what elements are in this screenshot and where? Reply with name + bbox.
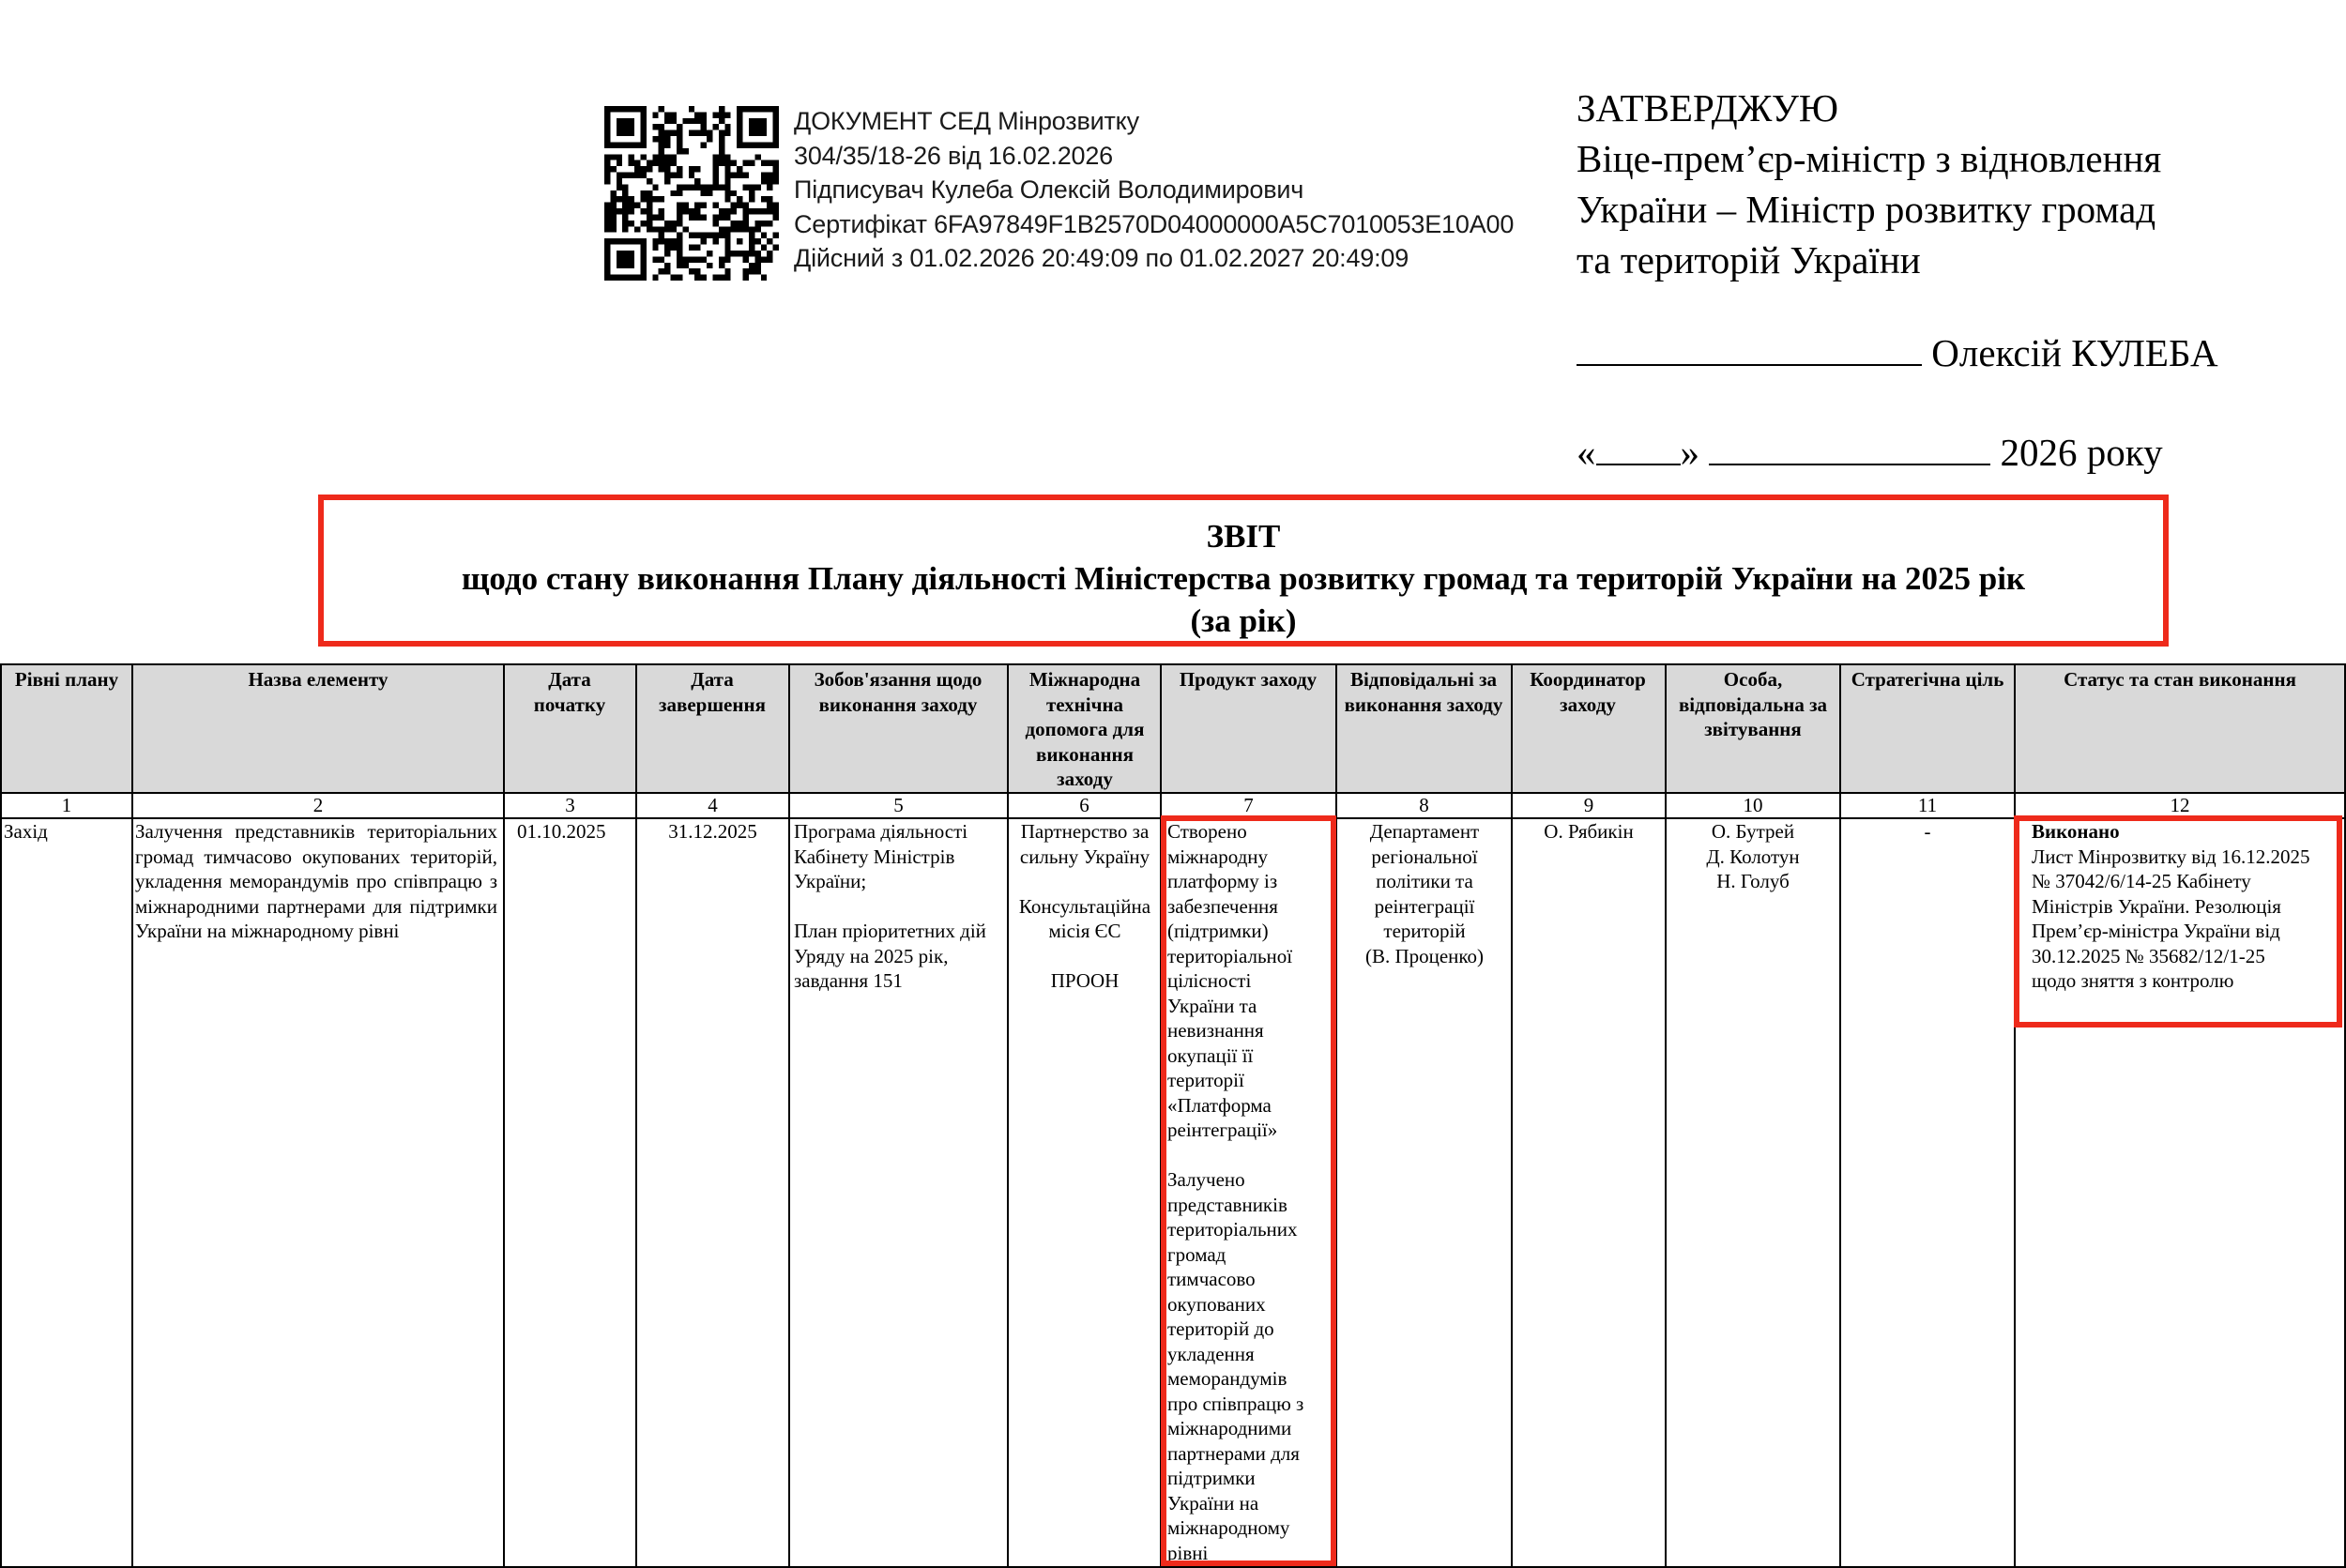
header-reporter: Особа, відповідальна за звітування xyxy=(1678,668,1828,740)
cell-obligation xyxy=(794,819,1004,994)
responsible-person: (В. Проценко) xyxy=(1364,944,1485,967)
stamp-line: Сертифікат 6FA97849F1B2570D04000000A5C7010053E10A00 xyxy=(794,209,1515,238)
date-quote-close: » xyxy=(1680,431,1699,474)
digital-signature-stamp xyxy=(794,104,1514,276)
status-done: Виконано xyxy=(2032,820,2120,843)
column-number: 4 xyxy=(708,794,718,816)
header-technical-aid: Міжнародна технічна допомога для виконання заходу xyxy=(1025,668,1145,790)
day-blank xyxy=(1596,463,1681,465)
column-number: 6 xyxy=(1079,794,1089,816)
signature-blank xyxy=(1577,363,1922,366)
header-product: Продукт заходу xyxy=(1179,668,1318,691)
aid-partnership: Партнерство за сильну Україну xyxy=(1019,820,1150,868)
approval-position: України – Міністр розвитку громад xyxy=(1577,188,2156,231)
header-element-name: Назва елементу xyxy=(248,668,388,691)
qr-code xyxy=(602,106,781,281)
approval-heading: ЗАТВЕРДЖУЮ xyxy=(1577,86,1838,129)
stamp-line: Дійсний з 01.02.2026 20:49:09 по 01.02.2027 20:49:09 xyxy=(794,244,1409,272)
header-status: Статус та стан виконання xyxy=(2064,668,2296,691)
title-line-2: щодо стану виконання Плану діяльності Міністерства розвитку громад та територій України на 2025 рік xyxy=(461,560,2026,597)
table-border xyxy=(0,663,2346,665)
column-number: 5 xyxy=(893,794,904,816)
report-title xyxy=(318,495,2169,647)
reporter-name: О. Бутрей xyxy=(1711,820,1795,843)
column-number: 1 xyxy=(61,794,72,816)
approval-position: та територій України xyxy=(1577,238,1921,282)
column-number: 2 xyxy=(312,794,324,816)
date-quote-open: « xyxy=(1577,431,1596,474)
stamp-line: 304/35/18-26 від 16.02.2026 xyxy=(794,141,1113,170)
cell-reporters xyxy=(1668,819,1837,894)
signatory-name: Олексій КУЛЕБА xyxy=(1931,331,2218,374)
approval-block xyxy=(1577,83,2161,285)
header-start-date: Дата початку xyxy=(533,668,606,716)
cell-technical-aid xyxy=(1013,819,1157,994)
stamp-line: Підписувач Кулеба Олексій Володимирович xyxy=(794,175,1304,204)
column-number: 9 xyxy=(1583,794,1594,816)
header-plan-level: Рівні плану xyxy=(14,668,119,691)
header-responsible: Відповідальні за виконання заходу xyxy=(1344,668,1503,716)
cell-coordinator: О. Рябикін xyxy=(1544,820,1634,843)
approval-date xyxy=(1577,430,2163,475)
column-number: 8 xyxy=(1419,794,1429,816)
header-strategic-goal: Стратегічна ціль xyxy=(1851,668,2004,691)
status-highlight-box xyxy=(2014,815,2342,1028)
column-number: 7 xyxy=(1243,794,1254,816)
responsible-department: Департамент регіональної політики та реінтеграції територій xyxy=(1369,820,1480,942)
cell-start-date: 01.10.2025 xyxy=(517,820,606,843)
title-line-1: ЗВІТ xyxy=(1206,518,1281,555)
cell-plan-level: Захід xyxy=(4,820,48,843)
obligation-priority-plan: План пріоритетних дій Уряду на 2025 рік, завдання 151 xyxy=(794,920,986,992)
approval-year: 2026 року xyxy=(2000,431,2163,474)
product-memoranda: Залучено представників територіальних громад тимчасово окупованих територій до укладення меморандумів про співпрацю з міжнародними партнерами для підтримки України на міжнародному рівні xyxy=(1167,1168,1304,1564)
reporter-name: Д. Колотун xyxy=(1706,845,1800,868)
aid-eu-mission: Консультаційна місія ЄС xyxy=(1018,894,1151,942)
month-blank xyxy=(1709,463,1990,465)
obligation-program: Програма діяльності Кабінету Міністрів України; xyxy=(794,820,968,892)
signature-line xyxy=(1577,330,2218,375)
cell-responsible xyxy=(1340,819,1509,968)
reporter-name: Н. Голуб xyxy=(1716,870,1790,892)
report-table xyxy=(0,663,2346,1568)
column-number: 10 xyxy=(1743,794,1763,816)
header-obligation: Зобов'язання щодо виконання заходу xyxy=(814,668,983,716)
cell-element-name: Залучення представників територіальних громад тимчасово окупованих територій, укладення меморандумів про співпрацю з міжнародними партнерами для підтримки України на міжнародному рівні xyxy=(135,820,497,942)
approval-position: Віце-прем’єр-міністр з відновлення xyxy=(1577,137,2162,180)
cell-end-date: 31.12.2025 xyxy=(668,820,757,843)
header-end-date: Дата завершення xyxy=(659,668,766,716)
status-details: Лист Мінрозвитку від 16.12.2025 № 37042/6/14-25 Кабінету Міністрів України. Резолюція Прем’єр-міністра України від 30.12.2025 № 35682/12/1-25 щодо зняття з контролю xyxy=(2032,845,2310,992)
column-number: 12 xyxy=(2170,794,2190,816)
product-platform: Створено міжнародну платформу із забезпечення (підтримки) територіальної цілісності України та невизнання окупації її території «Платформа реінтеграції» xyxy=(1167,820,1293,1141)
column-number: 11 xyxy=(1917,794,1938,816)
column-number: 3 xyxy=(565,794,575,816)
header-coordinator: Координатор заходу xyxy=(1530,668,1646,716)
title-line-3: (за рік) xyxy=(1190,602,1297,639)
aid-undp: ПРООН xyxy=(1050,969,1120,992)
stamp-line: ДОКУМЕНТ СЕД Мінрозвитку xyxy=(794,107,1139,135)
product-highlight-box xyxy=(1161,815,1336,1566)
cell-strategic-goal: - xyxy=(1924,820,1931,843)
